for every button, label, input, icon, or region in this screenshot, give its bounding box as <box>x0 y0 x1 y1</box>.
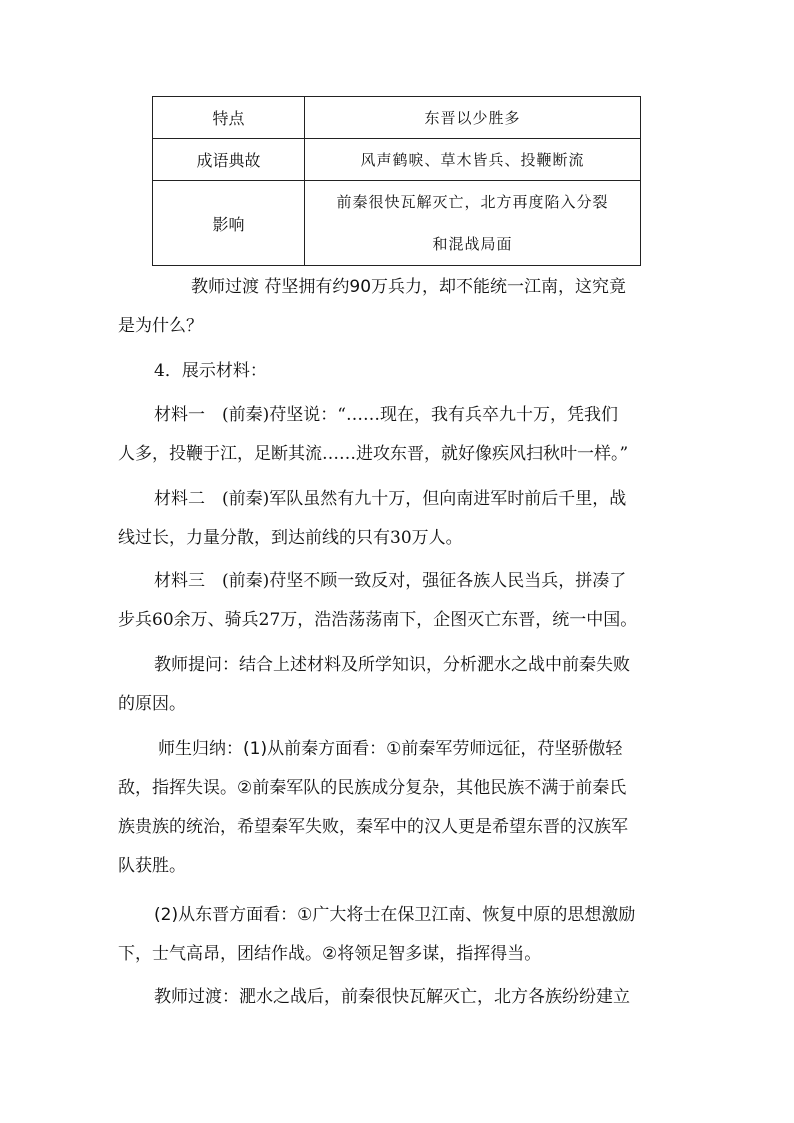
transition-text: 教师过渡：淝水之战后，前秦很快瓦解灭亡，北方各族纷纷建立 <box>154 987 630 1007</box>
teacher-transition-1 <box>118 268 684 346</box>
material-text: (前秦)苻坚不顾一致反对，强征各族人民当兵，拼凑了 <box>222 571 627 591</box>
step-4-text: 4．展示材料： <box>154 361 267 381</box>
table-value-cell <box>305 181 641 266</box>
material-text: 线过长，力量分散，到达前线的只有30万人。 <box>118 528 463 548</box>
material-1 <box>118 396 684 474</box>
summary-text: 族贵族的统治，希望秦军失败，秦军中的汉人更是希望东晋的汉族军 <box>118 817 628 837</box>
transition-label: 教师过渡 <box>191 277 259 297</box>
material-label: 材料一 <box>154 405 205 425</box>
table-value-line: 前秦很快瓦解灭亡，北方再度陷入分裂 <box>336 193 609 211</box>
teacher-question <box>118 646 684 724</box>
summary-text: 师生归纳：(1)从前秦方面看：①前秦军劳师远征，苻坚骄傲轻 <box>158 739 623 759</box>
battle-summary-table <box>152 96 641 266</box>
step-4-heading <box>118 352 684 391</box>
table-label-cell: 特点 <box>153 97 305 139</box>
summary-text: (2)从东晋方面看：①广大将士在保卫江南、恢复中原的思想激励 <box>154 905 636 925</box>
summary-part-2 <box>118 896 684 974</box>
table-row <box>153 139 641 181</box>
transition-text: 是为什么？ <box>118 316 203 336</box>
table-value-cell: 东晋以少胜多 <box>305 97 641 139</box>
table-row <box>153 181 641 266</box>
material-label: 材料三 <box>154 571 205 591</box>
material-text: (前秦)军队虽然有九十万，但向南进军时前后千里，战 <box>222 489 627 509</box>
table-value-cell: 风声鹤唳、草木皆兵、投鞭断流 <box>305 139 641 181</box>
summary-text: 下，士气高昂，团结作战。②将领足智多谋，指挥得当。 <box>118 944 542 964</box>
material-text: 步兵60余万、骑兵27万，浩浩荡荡南下，企图灭亡东晋，统一中国。 <box>118 610 638 630</box>
table-row <box>153 97 641 139</box>
material-text: (前秦)苻坚说：“……现在，我有兵卒九十万，凭我们 <box>222 405 618 425</box>
table-label-cell: 成语典故 <box>153 139 305 181</box>
question-text: 的原因。 <box>118 694 186 714</box>
summary-text: 敌，指挥失误。②前秦军队的民族成分复杂，其他民族不满于前秦氏 <box>118 778 627 798</box>
material-text: 人多，投鞭于江，足断其流……进攻东晋，就好像疾风扫秋叶一样。” <box>118 444 629 464</box>
transition-text: 苻坚拥有约90万兵力，却不能统一江南，这究竟 <box>264 277 627 297</box>
teacher-transition-2 <box>118 978 684 1017</box>
material-3 <box>118 562 684 640</box>
table-value-line: 和混战局面 <box>432 235 513 253</box>
summary-part-1 <box>118 730 684 886</box>
question-text: 教师提问：结合上述材料及所学知识，分析淝水之战中前秦失败 <box>154 655 630 675</box>
material-2 <box>118 480 684 558</box>
summary-text: 队获胜。 <box>118 856 186 876</box>
material-label: 材料二 <box>154 489 205 509</box>
table-label-cell: 影响 <box>153 181 305 266</box>
